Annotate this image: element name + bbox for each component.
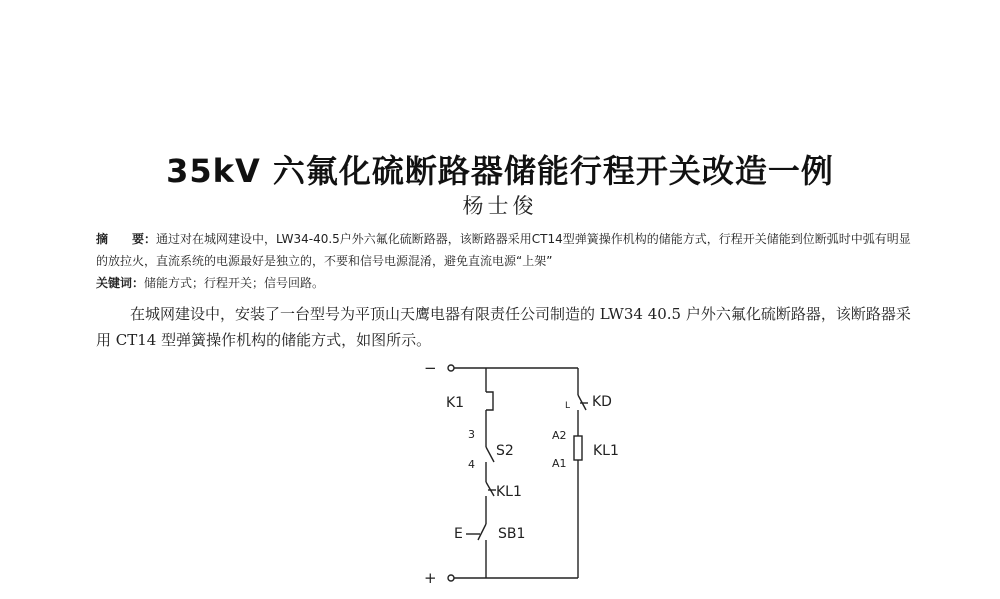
a2-label: A2 bbox=[552, 429, 567, 442]
body-paragraph: 在城网建设中，安装了一台型号为平顶山天鹰电器有限责任公司制造的 LW34 40.5 户外六氟化硫断路器，该断路器采用 CT14 型弹簧操作机构的储能方式，如图所示。 bbox=[96, 305, 911, 349]
kd-prefix-label: L bbox=[565, 401, 571, 411]
plus-terminal-label: + bbox=[424, 569, 437, 587]
sb1-switch-blade bbox=[478, 524, 486, 540]
terminal-4-label: 4 bbox=[468, 458, 475, 471]
paper-author: 杨士俊 bbox=[462, 194, 538, 218]
kl1-contact-blade bbox=[486, 482, 494, 496]
paper-title: 35kV 六氟化硫断路器储能行程开关改造一例 bbox=[166, 152, 834, 190]
kl1-contact-label: KL1 bbox=[496, 484, 522, 500]
kl1-coil-box bbox=[574, 436, 582, 460]
e-label: E bbox=[454, 526, 463, 542]
abstract-text: 通过对在城网建设中，LW34-40.5户外六氟化硫断路器，该断路器采用CT14型弹簧操作机构的储能方式，行程开关储能到位断弧时中弧有明显的放拉火，直流系统的电源最好是独立的，不要和信号电源混淆，避免直流电源“上架” bbox=[96, 232, 911, 268]
kd-label: KD bbox=[592, 394, 612, 410]
sb1-label: SB1 bbox=[498, 526, 526, 542]
a1-label: A1 bbox=[552, 457, 567, 470]
plus-terminal-node bbox=[448, 575, 454, 581]
terminal-3-label: 3 bbox=[468, 428, 475, 441]
s2-switch-blade bbox=[486, 447, 494, 462]
kl1-coil-label: KL1 bbox=[593, 443, 619, 459]
minus-terminal-label: − bbox=[424, 359, 437, 377]
abstract-label: 摘 要： bbox=[96, 232, 157, 246]
s2-label: S2 bbox=[496, 443, 514, 459]
k1-label: K1 bbox=[446, 395, 465, 411]
keywords-text: 储能方式；行程开关；信号回路。 bbox=[144, 276, 325, 290]
k1-contact bbox=[486, 392, 493, 410]
minus-terminal-node bbox=[448, 365, 454, 371]
keywords-label: 关键词： bbox=[96, 276, 145, 290]
